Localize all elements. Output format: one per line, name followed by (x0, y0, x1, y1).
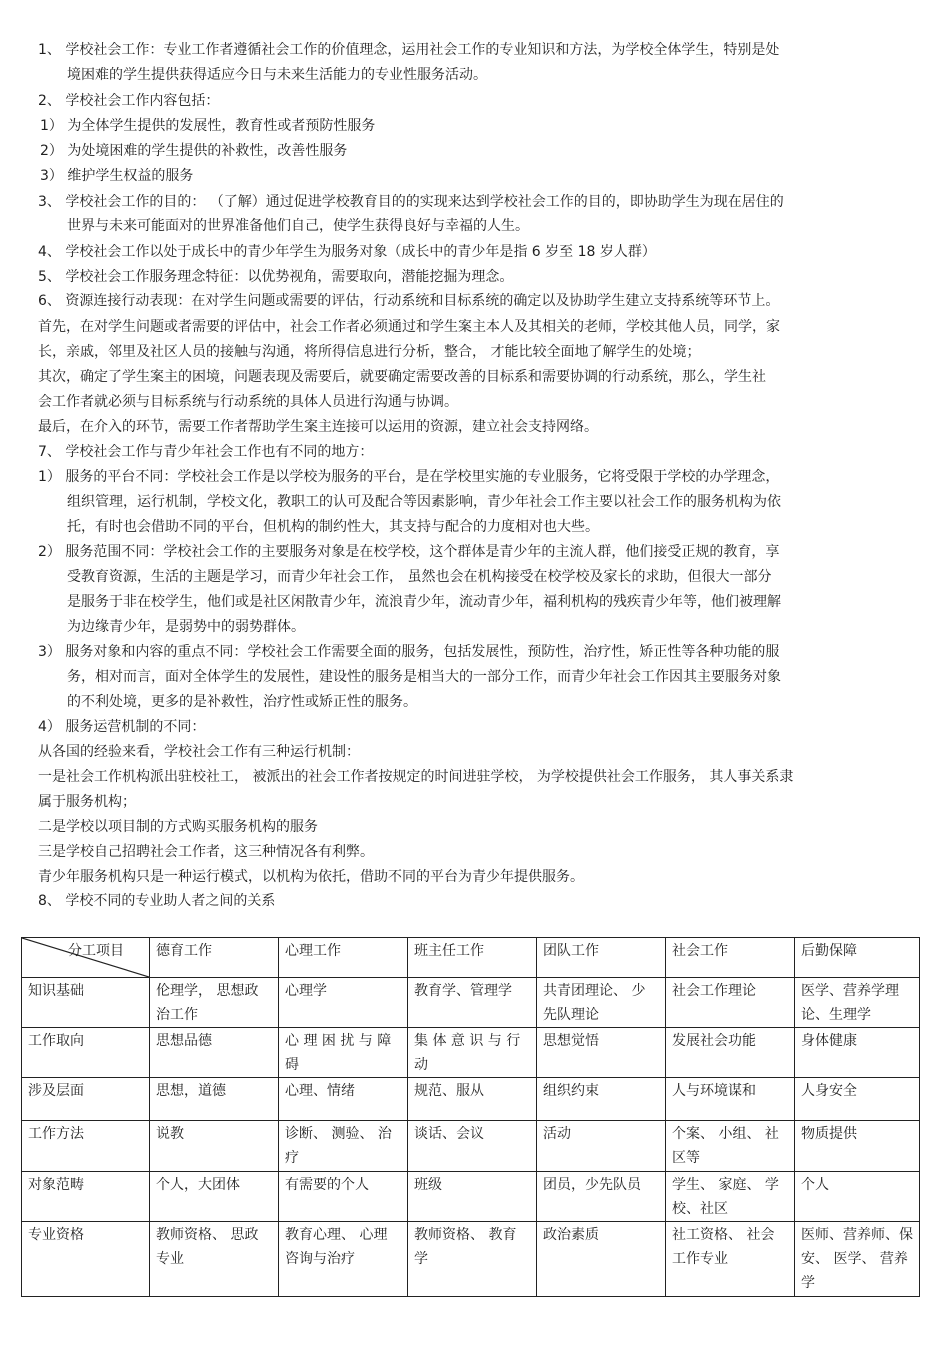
text-line: 1、 学校社会工作：专业工作者遵循社会工作的价值理念，运用社会工作的专业知识和方法，为学校全体学生，特别是处 (38, 42, 780, 58)
text-line: 受教育资源，生活的主题是学习，而青少年社会工作， 虽然也会在机构接受在校学校及家长的求助，但很大一部分 (67, 569, 772, 585)
text-line: 组织管理，运行机制，学校文化，教职工的认可及配合等因素影响，青少年社会工作主要以社会工作的服务机构为依 (67, 494, 781, 510)
table-cell: 身体健康 (795, 1028, 920, 1078)
text-line: 2、 学校社会工作内容包括： (38, 93, 220, 109)
text-line: 3） 维护学生权益的服务 (40, 168, 194, 184)
text-line: 托，有时也会借助不同的平台，但机构的制约性大，其支持与配合的力度相对也大些。 (67, 519, 599, 535)
table-cell: 涉及层面 (22, 1078, 150, 1121)
text-line: 会工作者就必须与目标系统与行动系统的具体人员进行沟通与协调。 (38, 394, 458, 410)
text-line: 其次，确定了学生案主的困境，问题表现及需要后，就要确定需要改善的目标系和需要协调的行动系统，那么，学生社 (38, 369, 766, 385)
table-header-cell: 社会工作 (666, 938, 795, 978)
table-row (22, 1028, 920, 1078)
table-row (22, 1121, 920, 1172)
table-header-cell (22, 938, 150, 978)
text-line: 4） 服务运营机制的不同： (38, 719, 206, 735)
table-header-text: 分工项目 (68, 943, 124, 959)
table-cell: 说教 (150, 1121, 279, 1172)
text-line: 最后，在介入的环节，需要工作者帮助学生案主连接可以运用的资源，建立社会支持网络。 (38, 419, 598, 435)
table-cell: 社工资格、 社会工作专业 (666, 1222, 795, 1297)
text-line: 首先，在对学生问题或者需要的评估中，社会工作者必须通过和学生案主本人及其相关的老师，学校其他人员，同学，家 (38, 319, 780, 335)
table-cell: 人身安全 (795, 1078, 920, 1121)
table-row (22, 1222, 920, 1297)
table-header-cell: 班主任工作 (408, 938, 537, 978)
table-cell: 工作方法 (22, 1121, 150, 1172)
table-cell: 教育学、管理学 (408, 978, 537, 1028)
table-cell: 思想品德 (150, 1028, 279, 1078)
text-line: 1） 服务的平台不同：学校社会工作是以学校为服务的平台，是在学校里实施的专业服务，它将受限于学校的办学理念， (38, 469, 780, 485)
table-cell: 思想，道德 (150, 1078, 279, 1121)
text-line: 属于服务机构； (38, 794, 136, 810)
comparison-table (21, 937, 920, 1297)
table-cell: 知识基础 (22, 978, 150, 1028)
text-line: 2） 为处境困难的学生提供的补救性，改善性服务 (40, 143, 348, 159)
table-cell: 集 体 意 识 与 行 动 (408, 1028, 537, 1078)
table-cell: 思想觉悟 (537, 1028, 666, 1078)
text-line: 青少年服务机构只是一种运行模式，以机构为依托，借助不同的平台为青少年提供服务。 (38, 869, 584, 885)
table-cell: 教师资格、 教育学 (408, 1222, 537, 1297)
table-cell: 医学、营养学理论、生理学 (795, 978, 920, 1028)
text-line: 4、 学校社会工作以处于成长中的青少年学生为服务对象（成长中的青少年是指 6 岁至 18 岁人群） (38, 244, 656, 260)
text-line: 长，亲戚，邻里及社区人员的接触与沟通，将所得信息进行分析，整合， 才能比较全面地了解学生的处境； (38, 344, 701, 360)
table-cell: 伦理学， 思想政治工作 (150, 978, 279, 1028)
text-line: 一是社会工作机构派出驻校社工， 被派出的社会工作者按规定的时间进驻学校， 为学校提供社会工作服务， 其人事关系隶 (38, 769, 794, 785)
table-cell: 规范、服从 (408, 1078, 537, 1121)
table-cell: 学生、 家庭、 学校、社区 (666, 1172, 795, 1222)
text-line: 7、 学校社会工作与青少年社会工作也有不同的地方： (38, 444, 374, 460)
table-cell: 发展社会功能 (666, 1028, 795, 1078)
table-cell: 个人 (795, 1172, 920, 1222)
text-line: 3、 学校社会工作的目的： （了解）通过促进学校教育目的的实现来达到学校社会工作的目的，即协助学生为现在居住的 (38, 194, 784, 210)
text-line: 是服务于非在校学生，他们或是社区闲散青少年，流浪青少年，流动青少年，福利机构的残疾青少年等，他们被理解 (67, 594, 781, 610)
table-row (22, 1078, 920, 1121)
text-line: 二是学校以项目制的方式购买服务机构的服务 (38, 819, 318, 835)
text-line: 2） 服务范围不同：学校社会工作的主要服务对象是在校学校，这个群体是青少年的主流人群，他们接受正规的教育，享 (38, 544, 780, 560)
text-line: 8、 学校不同的专业助人者之间的关系 (38, 893, 276, 909)
text-line: 从各国的经验来看，学校社会工作有三种运行机制： (38, 744, 360, 760)
text-line: 为边缘青少年，是弱势中的弱势群体。 (67, 619, 305, 635)
table-cell: 对象范畴 (22, 1172, 150, 1222)
text-line: 3） 服务对象和内容的重点不同：学校社会工作需要全面的服务，包括发展性，预防性，治疗性，矫正性等各种功能的服 (38, 644, 780, 660)
table-cell: 诊断、 测验、 治疗 (279, 1121, 408, 1172)
text-line: 1） 为全体学生提供的发展性，教育性或者预防性服务 (40, 118, 376, 134)
table-cell: 人与环境谋和 (666, 1078, 795, 1121)
table-cell: 教师资格、 思政专业 (150, 1222, 279, 1297)
table-cell: 组织约束 (537, 1078, 666, 1121)
table-row (22, 1172, 920, 1222)
table-header-row (22, 938, 920, 978)
table-header-cell: 团队工作 (537, 938, 666, 978)
table-row (22, 978, 920, 1028)
table-cell: 社会工作理论 (666, 978, 795, 1028)
table-cell: 班级 (408, 1172, 537, 1222)
table-cell: 个案、 小组、 社区等 (666, 1121, 795, 1172)
text-line: 世界与未来可能面对的世界准备他们自己，使学生获得良好与幸福的人生。 (67, 218, 529, 234)
table-cell: 物质提供 (795, 1121, 920, 1172)
table-cell: 心理、情绪 (279, 1078, 408, 1121)
table-cell: 有需要的个人 (279, 1172, 408, 1222)
table-cell: 心 理 困 扰 与 障 碍 (279, 1028, 408, 1078)
table-cell: 团员，少先队员 (537, 1172, 666, 1222)
table-cell: 医师、营养师、保安、 医学、 营养学 (795, 1222, 920, 1297)
text-line: 三是学校自己招聘社会工作者，这三种情况各有利弊。 (38, 844, 374, 860)
table-cell: 谈话、会议 (408, 1121, 537, 1172)
table-cell: 活动 (537, 1121, 666, 1172)
text-line: 境困难的学生提供获得适应今日与未来生活能力的专业性服务活动。 (67, 67, 487, 83)
table-cell: 共青团理论、 少先队理论 (537, 978, 666, 1028)
table-cell: 心理学 (279, 978, 408, 1028)
text-line: 务，相对而言，面对全体学生的发展性，建设性的服务是相当大的一部分工作，而青少年社会工作因其主要服务对象 (67, 669, 781, 685)
table-header-cell: 心理工作 (279, 938, 408, 978)
table-header-cell: 后勤保障 (795, 938, 920, 978)
table-cell: 教育心理、 心理咨询与治疗 (279, 1222, 408, 1297)
table-cell: 个人，大团体 (150, 1172, 279, 1222)
text-line: 6、 资源连接行动表现：在对学生问题或需要的评估，行动系统和目标系统的确定以及协助学生建立支持系统等环节上。 (38, 293, 780, 309)
text-line: 的不利处境，更多的是补救性，治疗性或矫正性的服务。 (67, 694, 417, 710)
table-header-cell: 德育工作 (150, 938, 279, 978)
table-cell: 专业资格 (22, 1222, 150, 1297)
table-cell: 工作取向 (22, 1028, 150, 1078)
table-cell: 政治素质 (537, 1222, 666, 1297)
text-line: 5、 学校社会工作服务理念特征：以优势视角，需要取向，潜能挖掘为理念。 (38, 269, 514, 285)
